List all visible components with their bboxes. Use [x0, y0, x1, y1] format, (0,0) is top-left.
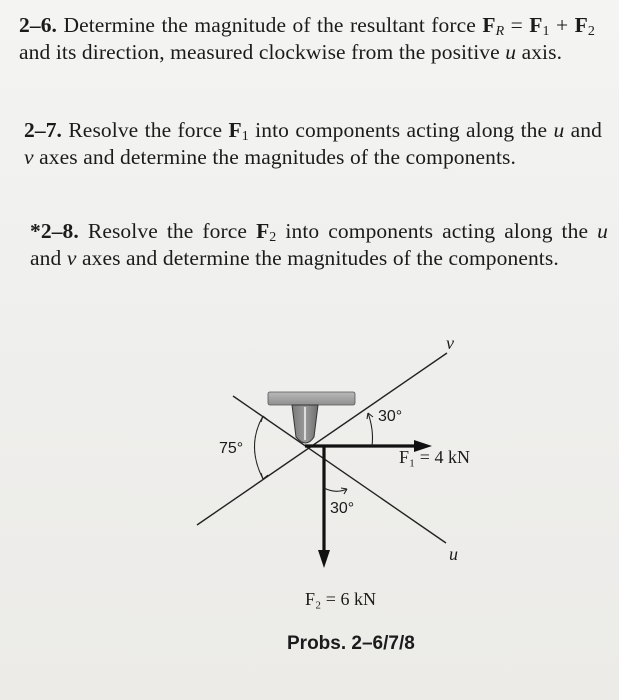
v-axis-label: v [446, 333, 454, 353]
problem-number: *2–8. [30, 219, 79, 243]
problem-number: 2–6. [19, 13, 58, 37]
problem-statement: Resolve the force $F_1$ into components acting along the u and v axes and determine the magnitudes of the components. [24, 118, 602, 169]
v-axis-line [197, 353, 447, 525]
force-f1-label: F₁ = 4 kN [399, 447, 470, 467]
figure-caption: Probs. 2–6/7/8 [287, 633, 415, 654]
angle-label-30-top: 30° [378, 408, 403, 425]
angle-arc-75 [255, 416, 264, 479]
force-f2-label: F₂ = 6 kN [305, 589, 376, 609]
support-wall [268, 392, 355, 405]
angle-label-30-bottom: 30° [330, 500, 355, 517]
force-f2-arrowhead [318, 550, 330, 568]
angle-arc-30-top [368, 413, 373, 446]
problem-statement: Resolve the force $F_2$ into components acting along the u and v axes and determine the magnitudes of the components. [30, 219, 608, 270]
problem-statement: Determine the magnitude of the resultant force $F_R = F_1 + F_2$ and its direction, measured clockwise from the positive u axis. [19, 13, 595, 64]
u-axis-label: u [449, 544, 458, 564]
angle-label-75: 75° [219, 440, 244, 457]
problem-number: 2–7. [24, 118, 63, 142]
